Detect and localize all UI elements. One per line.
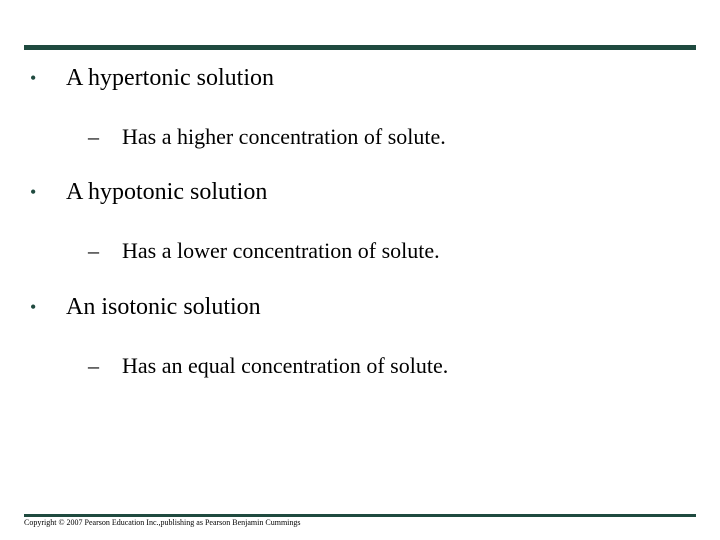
bullet-item-hypertonic — [30, 64, 274, 92]
sub-item-text: Has an equal concentration of solute. — [122, 353, 449, 378]
bullet-icon: • — [30, 68, 37, 88]
bullet-icon: • — [30, 182, 37, 202]
sub-item-text: Has a lower concentration of solute. — [122, 238, 440, 263]
dash-icon: – — [88, 353, 99, 378]
bullet-item-isotonic — [30, 293, 261, 321]
top-divider — [24, 45, 696, 50]
sub-item-isotonic — [88, 353, 448, 379]
sub-item-hypertonic — [88, 124, 446, 150]
dash-icon: – — [88, 238, 99, 263]
sub-item-text: Has a higher concentration of solute. — [122, 124, 446, 149]
sub-item-hypotonic — [88, 238, 440, 264]
copyright-footer: Copyright © 2007 Pearson Education Inc.,publishing as Pearson Benjamin Cummings — [24, 518, 301, 527]
bottom-divider — [24, 514, 696, 517]
dash-icon: – — [88, 124, 99, 149]
bullet-text: An isotonic solution — [66, 294, 261, 320]
bullet-item-hypotonic — [30, 178, 267, 206]
bullet-icon: • — [30, 297, 37, 317]
bullet-text: A hypertonic solution — [66, 65, 274, 91]
bullet-text: A hypotonic solution — [66, 179, 268, 205]
